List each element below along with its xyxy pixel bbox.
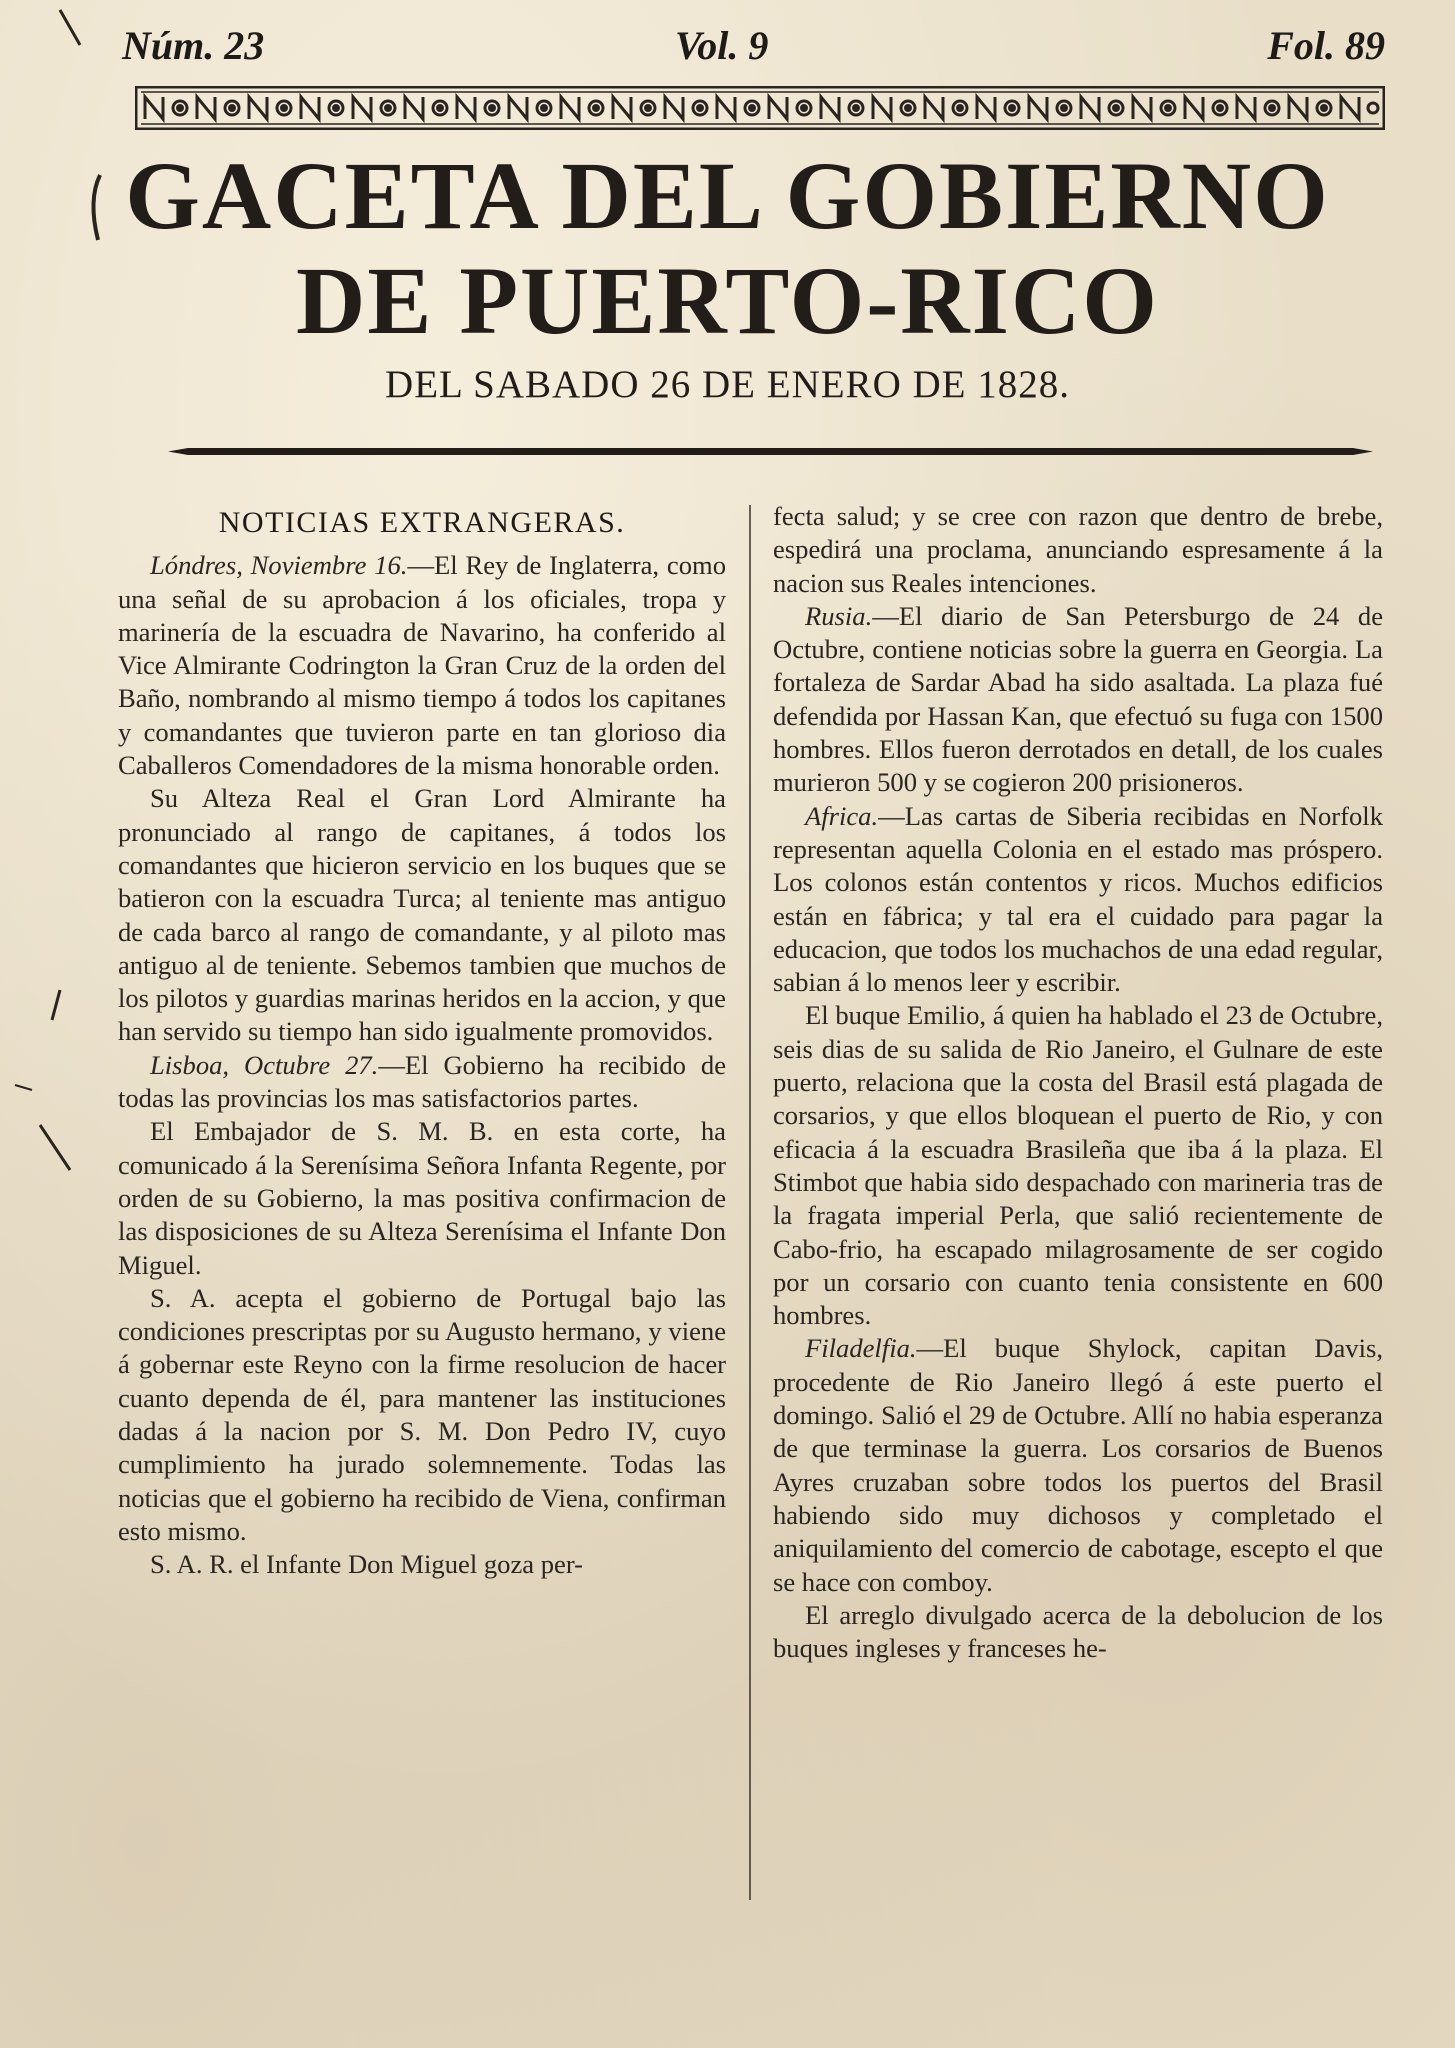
article-paragraph: Rusia.—El diario de San Petersburgo de 24 de Octubre, contiene noticias sobre la guerra en Georgia. La fortaleza de Sardar Abad ha sido asaltada. La plaza fué defendida por Hassan Kan, que efectuó su fuga con 1500 hombres. Ellos fueron derrotados en detall, de los cuales murieron 500 y se cogieron 200 prisioneros. [773,600,1383,798]
article-paragraph: Su Alteza Real el Gran Lord Almirante ha pronunciado al rango de capitanes, á todos los comandantes que hicieron servicio en los buques que se batieron con la escuadra Turca; al teniente mas antiguo de cada barco al rango de comandante, y al piloto mas antiguo al de teniente. Sebemos tambien que muchos de los pilotos y guardias marinas heridos en la accion, y que han servido su tiempo han sido igualmente promovidos. [118,783,726,1047]
margin-ink-marks [0,0,140,2048]
dateline-place: Africa. [805,800,879,831]
dateline-place: Rusia. [805,600,873,631]
article-paragraph: Lisboa, Octubre 27.—El Gobierno ha recibido de todas las provincias los mas satisfactorios partes. [118,1049,726,1114]
article-paragraph: S. A. R. el Infante Don Miguel goza per- [150,1549,583,1580]
article-paragraph: Africa.—Las cartas de Siberia recibidas en Norfolk representan aquella Colonia en el estado mas próspero. Los colonos están contentos y ricos. Muchos edificios están en fábrica; y tal era el cuidado para pagar la educacion, que todos los muchachos de una edad regular, sabian á lo menos leer y escribir. [773,800,1383,998]
column-divider [748,505,752,1900]
masthead-title-line1: GACETA DEL GOBIERNO [125,142,1330,249]
volume-number: Vol. 9 [675,23,769,68]
issue-number: Núm. 23 [122,23,265,68]
article-paragraph: El buque Emilio, á quien ha hablado el 23 de Octubre, seis dias de su salida de Rio Janeiro, el Gulnare de este puerto, relaciona que la costa del Brasil está plagada de corsarios, y que ellos bloquean el puerto de Rio, y con eficacia á la escuadra Brasileña que iba á la plaza. El Stimbot que habia sido despachado con marineria tras de la fragata imperial Perla, que salió recientemente de Cabo-frio, ha escapado milagrosamente de ser cogido por un corsario con cuanto tenia consistente en 600 hombres. [773,1000,1383,1331]
article-paragraph: El Embajador de S. M. B. en esta corte, ha comunicado á la Serenísima Señora Infanta Regente, por orden de su Gobierno, la mas positiva confirmacion de las disposiciones de su Alteza Serenísima el Infante Don Miguel. [118,1116,726,1280]
dateline-place: Lóndres, Noviembre 16. [150,550,408,581]
article-paragraph: fecta salud; y se cree con razon que dentro de brebe, espedirá una proclama, anunciando espresamente á la nacion sus Reales intenciones. [773,501,1383,598]
article-paragraph: S. A. acepta el gobierno de Portugal bajo las condiciones prescriptas por su Augusto hermano, y viene á gobernar este Reyno con la firme resolucion de hacer cuanto dependa de él, para mantener las instituciones dadas á la nacion por S. M. Don Pedro IV, cuyo cumplimiento ha jurado solemnemente. Todas las noticias que el gobierno ha recibido de Viena, confirman esto mismo. [118,1282,726,1546]
article-paragraph: Filadelfia.—El buque Shylock, capitan Davis, procedente de Rio Janeiro llegó á este puerto el domingo. Salió el 29 de Octubre. Allí no habia esperanza de que terminase la guerra. Los corsarios de Buenos Ayres cruzaban sobre todos los puertos del Brasil habiendo sido muy dichosos y completado el aniquilamiento del comercio de cabotage, escepto el que se hace con comboy. [773,1333,1383,1597]
dateline-place: Filadelfia. [805,1333,917,1364]
dateline-place: Lisboa, Octubre 27. [150,1049,379,1080]
masthead-rule [168,447,1373,456]
article-paragraph: Lóndres, Noviembre 16.—El Rey de Inglaterra, como una señal de su aprobacion á los oficiales, tropa y marinería de la escuadra de Navarino, ha conferido al Vice Almirante Codrington la Gran Cruz de la orden del Baño, nombrando al mismo tiempo á todos los capitanes y comandantes que tuvieron parte en tan glorioso dia Caballeros Comendadores de la misma honorable orden. [118,550,726,781]
article-paragraph: El arreglo divulgado acerca de la debolucion de los buques ingleses y franceses he- [773,1599,1383,1664]
folio-number: Fol. 89 [1267,23,1385,68]
ornamental-border [135,86,1385,130]
left-column [118,500,726,1582]
section-heading: NOTICIAS EXTRANGERAS. [218,506,626,539]
right-column [773,500,1383,1665]
masthead-title-line2: DE PUERTO-RICO [296,247,1159,354]
issue-header [110,14,1385,74]
dateline: DEL SABADO 26 DE ENERO DE 1828. [385,363,1070,406]
